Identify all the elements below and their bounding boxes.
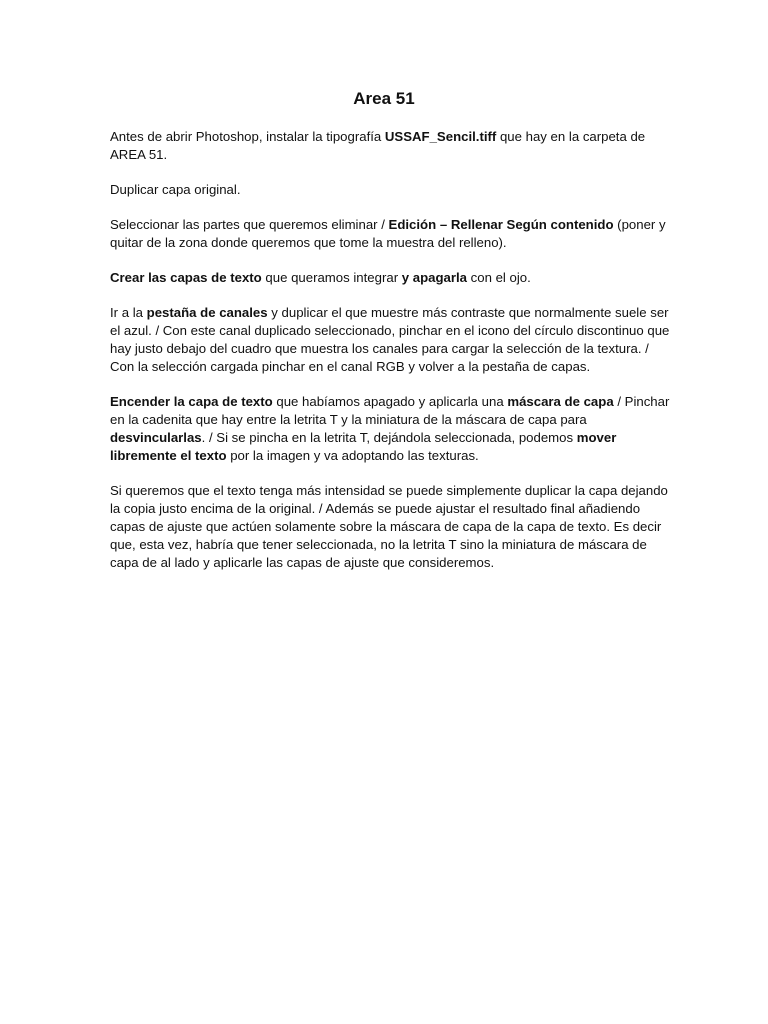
text-run: y duplicar el que muestre más contraste que normalmente suele ser el azul. / Con este canal duplicado seleccionado, pinchar en el icono del círculo discontinuo que hay justo debajo del cuadro que muestra los canales para cargar la selección de la textura. / Con la selección cargada pinchar en el canal RGB y volver a la pestaña de capas.	[110, 305, 670, 374]
text-run: (poner y quitar de la zona donde queremos que tome la muestra del relleno).	[110, 217, 666, 250]
bold-text-run: Encender la capa de texto	[110, 394, 273, 409]
bold-text-run: USSAF_Sencil.tiff	[384, 129, 497, 144]
paragraph	[110, 181, 670, 199]
text-run: Ir a la	[110, 305, 147, 320]
text-run: Seleccionar las partes que queremos eliminar /	[110, 217, 389, 232]
page-title: Area 51	[353, 89, 415, 108]
document-body	[110, 128, 670, 589]
bold-text-run: desvincularlas	[110, 430, 202, 445]
text-run: por la imagen y va adoptando las texturas.	[226, 448, 479, 463]
bold-text-run: mover libremente el texto	[110, 430, 617, 463]
paragraph	[110, 482, 670, 572]
paragraph	[110, 304, 670, 376]
bold-text-run: y apagarla	[401, 270, 467, 285]
paragraph	[110, 269, 670, 287]
text-run: que queramos integrar	[261, 270, 402, 285]
bold-text-run: pestaña de canales	[146, 305, 268, 320]
bold-text-run: Edición – Rellenar Según contenido	[388, 217, 614, 232]
text-run: Si queremos que el texto tenga más intensidad se puede simplemente duplicar la capa dejando la copia justo encima de la original. / Además se puede ajustar el resultado final añadiendo capas de ajuste que actúen solamente sobre la máscara de capa de la capa de texto. Es decir que, esta vez, habría que tener seleccionada, no la letrita T sino la miniatura de máscara de capa de al lado y aplicarle las capas de ajuste que consideremos.	[110, 483, 668, 570]
bold-text-run: máscara de capa	[507, 394, 614, 409]
bold-text-run: Crear las capas de texto	[110, 270, 262, 285]
text-run: con el ojo.	[467, 270, 531, 285]
text-run: . / Si se pincha en la letrita T, dejándola seleccionada, podemos	[201, 430, 577, 445]
paragraph	[110, 216, 670, 252]
text-run: que habíamos apagado y aplicarla una	[272, 394, 508, 409]
text-run: Antes de abrir Photoshop, instalar la tipografía	[110, 129, 385, 144]
paragraph	[110, 393, 670, 465]
paragraph	[110, 128, 670, 164]
text-run: que hay en la carpeta de AREA 51.	[110, 129, 646, 162]
text-run: / Pinchar en la cadenita que hay entre la letrita T y la miniatura de la máscara de capa para	[110, 394, 670, 427]
text-run: Duplicar capa original.	[110, 182, 241, 197]
